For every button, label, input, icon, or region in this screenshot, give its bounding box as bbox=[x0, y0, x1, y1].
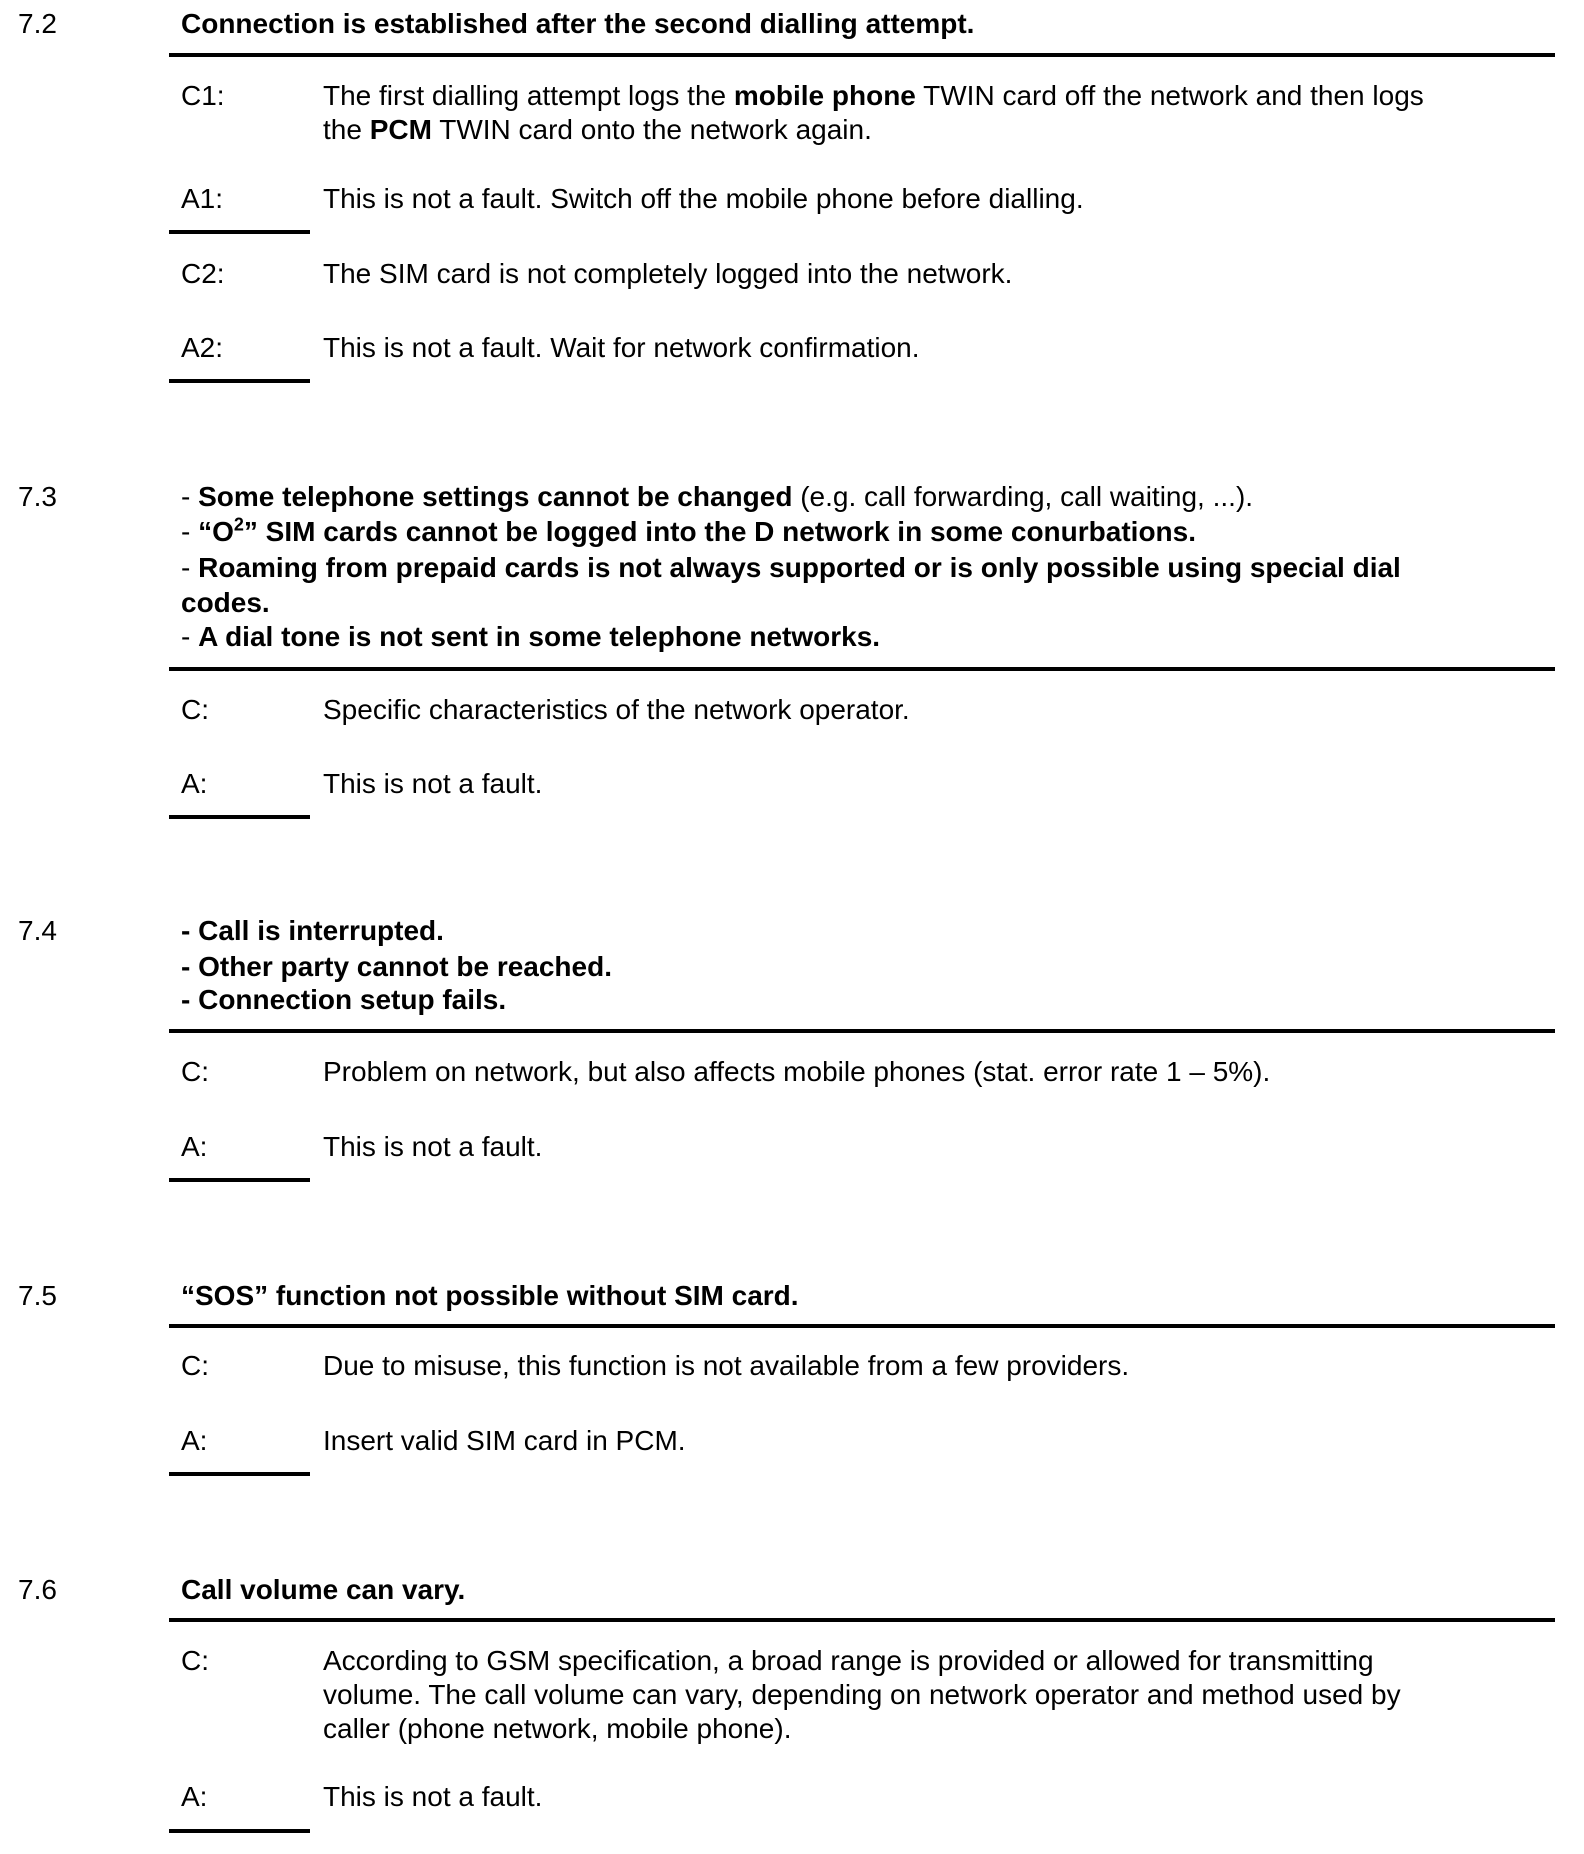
action-label: A1: bbox=[181, 183, 224, 214]
short-divider bbox=[169, 1829, 310, 1833]
section-heading: Call volume can vary. bbox=[181, 1574, 466, 1605]
action-text: Insert valid SIM card in PCM. bbox=[323, 1425, 686, 1456]
section-number: 7.6 bbox=[18, 1574, 57, 1605]
cause-label: C: bbox=[181, 1056, 209, 1087]
divider bbox=[169, 667, 1555, 671]
section-number: 7.4 bbox=[18, 915, 57, 946]
cause-label: C: bbox=[181, 1645, 209, 1676]
action-label: A: bbox=[181, 768, 208, 799]
cause-label: C2: bbox=[181, 258, 225, 289]
short-divider bbox=[169, 230, 310, 234]
cause-label: C: bbox=[181, 694, 209, 725]
action-text: This is not a fault. bbox=[323, 1131, 543, 1162]
cause-text: Specific characteristics of the network operator. bbox=[323, 694, 910, 725]
divider bbox=[169, 53, 1555, 57]
action-label: A: bbox=[181, 1781, 208, 1812]
cause-text: According to GSM specification, a broad range is provided or allowed for transmitting bbox=[323, 1645, 1374, 1676]
action-label: A: bbox=[181, 1131, 208, 1162]
section-heading: - Other party cannot be reached. bbox=[181, 951, 612, 982]
section-heading: - Roaming from prepaid cards is not always supported or is only possible using special dial bbox=[181, 552, 1401, 583]
cause-text: Due to misuse, this function is not available from a few providers. bbox=[323, 1350, 1130, 1381]
cause-text: Problem on network, but also affects mobile phones (stat. error rate 1 – 5%). bbox=[323, 1056, 1271, 1087]
section-number: 7.5 bbox=[18, 1280, 57, 1311]
section-heading: - A dial tone is not sent in some telephone networks. bbox=[181, 621, 881, 652]
cause-label: C: bbox=[181, 1350, 209, 1381]
section-heading: codes. bbox=[181, 587, 270, 618]
short-divider bbox=[169, 1472, 310, 1476]
short-divider bbox=[169, 379, 310, 383]
cause-text: caller (phone network, mobile phone). bbox=[323, 1713, 792, 1744]
action-text: This is not a fault. Wait for network confirmation. bbox=[323, 332, 920, 363]
section-heading: - Some telephone settings cannot be changed (e.g. call forwarding, call waiting, ...). bbox=[181, 481, 1254, 512]
action-label: A: bbox=[181, 1425, 208, 1456]
cause-label: C1: bbox=[181, 80, 225, 111]
section-number: 7.2 bbox=[18, 8, 57, 39]
section-number: 7.3 bbox=[18, 481, 57, 512]
action-text: This is not a fault. bbox=[323, 1781, 543, 1812]
action-text: This is not a fault. bbox=[323, 768, 543, 799]
section-heading: - Call is interrupted. bbox=[181, 915, 444, 946]
section-heading: - Connection setup fails. bbox=[181, 984, 507, 1015]
section-heading: Connection is established after the second dialling attempt. bbox=[181, 8, 975, 39]
section-heading: - “$O^2$” SIM cards cannot be logged into the D network in some conurbations. bbox=[181, 514, 1197, 547]
divider bbox=[169, 1618, 1555, 1622]
divider bbox=[169, 1029, 1555, 1033]
section-heading: “SOS” function not possible without SIM card. bbox=[181, 1280, 799, 1311]
cause-text: volume. The call volume can vary, depending on network operator and method used by bbox=[323, 1679, 1401, 1710]
short-divider bbox=[169, 1178, 310, 1182]
cause-text: the PCM TWIN card onto the network again. bbox=[323, 114, 872, 145]
action-text: This is not a fault. Switch off the mobile phone before dialling. bbox=[323, 183, 1084, 214]
action-label: A2: bbox=[181, 332, 224, 363]
divider bbox=[169, 1324, 1555, 1328]
cause-text: The first dialling attempt logs the mobile phone TWIN card off the network and then logs bbox=[323, 80, 1424, 111]
short-divider bbox=[169, 815, 310, 819]
cause-text: The SIM card is not completely logged into the network. bbox=[323, 258, 1013, 289]
